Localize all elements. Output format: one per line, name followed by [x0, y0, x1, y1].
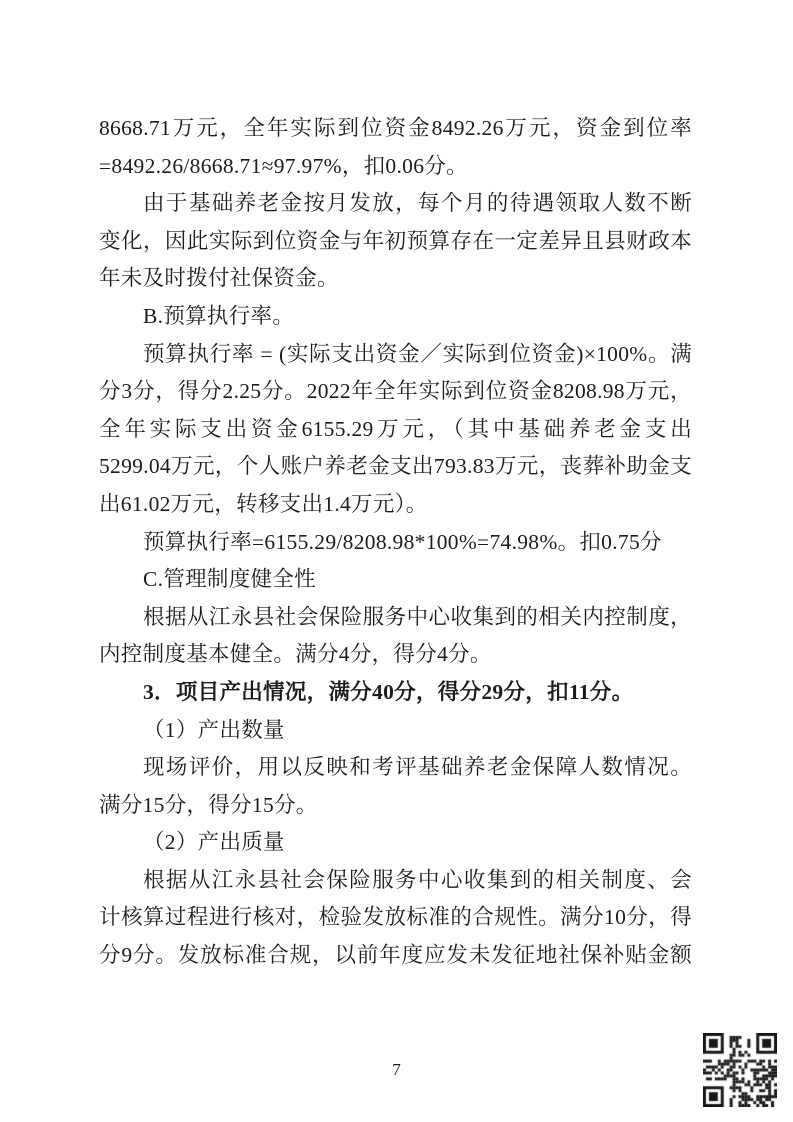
text-line: （1）产出数量	[143, 717, 285, 742]
text-line: 根据从江永县社会保险服务中心收集到的相关制度、会	[143, 867, 692, 892]
text-line: 预算执行率 = (实际支出资金／实际到位资金)×100%。满	[143, 341, 692, 366]
text-line: 分3分，得分2.25分。2022年全年实际到位资金8208.98万元，	[99, 379, 692, 404]
text-line: 变化，因此实际到位资金与年初预算存在一定差异且县财政本	[99, 228, 692, 253]
qr-code-icon	[703, 1033, 777, 1107]
text-line: C.管理制度健全性	[143, 567, 316, 592]
text-line-heading: 3．项目产出情况，满分40分，得分29分，扣11分。	[143, 679, 634, 704]
text-line: 预算执行率=6155.29/8208.98*100%=74.98%。扣0.75分	[143, 529, 662, 554]
text-line: 计核算过程进行核对，检验发放标准的合规性。满分10分，得	[99, 905, 692, 930]
text-line: 由于基础养老金按月发放，每个月的待遇领取人数不断	[143, 191, 692, 216]
text-line: 满分15分，得分15分。	[99, 792, 318, 817]
text-line: 根据从江永县社会保险服务中心收集到的相关内控制度，	[143, 604, 692, 629]
text-line: 5299.04万元，个人账户养老金支出793.83万元，丧葬补助金支	[99, 454, 692, 479]
page-number: 7	[392, 1060, 401, 1079]
text-line: 8668.71万元，全年实际到位资金8492.26万元，资金到位率	[99, 116, 692, 140]
text-block	[99, 110, 692, 975]
text-line: 分9分。发放标准合规，以前年度应发未发征地社保补贴金额	[99, 943, 692, 968]
text-line: （2）产出质量	[143, 830, 285, 855]
text-line: B.预算执行率。	[143, 303, 295, 328]
text-line: 现场评价，用以反映和考评基础养老金保障人数情况。	[143, 755, 692, 780]
text-line: 出61.02万元，转移支出1.4万元）。	[99, 491, 428, 516]
text-line: 全年实际支出资金6155.29万元，（其中基础养老金支出	[99, 416, 692, 441]
text-line: 年未及时拨付社保资金。	[99, 266, 339, 291]
text-line: =8492.26/8668.71≈97.97%，扣0.06分。	[99, 153, 468, 178]
text-line: 内控制度基本健全。满分4分，得分4分。	[99, 642, 492, 667]
